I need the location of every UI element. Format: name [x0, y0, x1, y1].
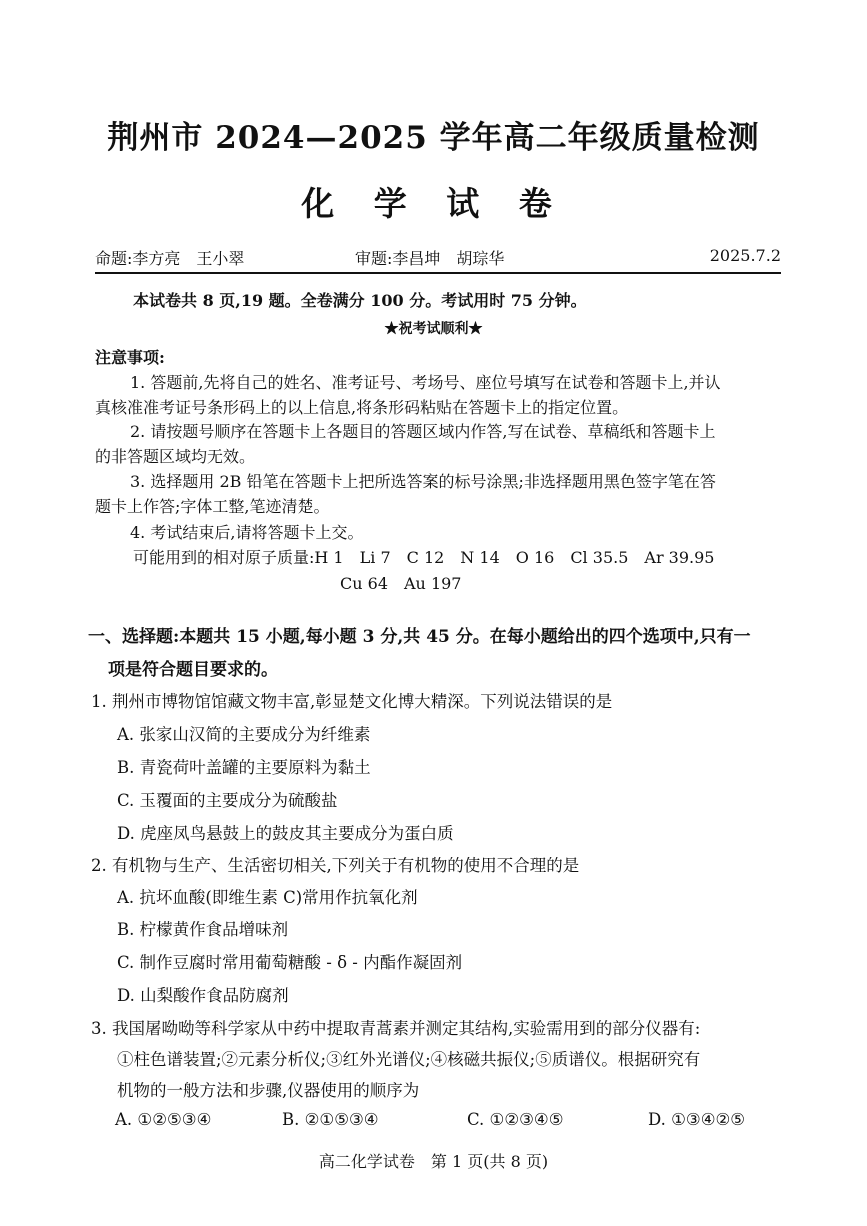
notice-item: 的非答题区域均无效。 [95, 447, 256, 466]
answer-option: A. ①②⑤③④ [115, 1110, 212, 1129]
question-stem-continued: ①柱色谱装置;②元素分析仪;③红外光谱仪;④核磁共振仪;⑤质谱仪。根据研究有 [117, 1050, 701, 1069]
authors-line: 命题:李方亮 王小翠 [95, 249, 245, 268]
question-stem: 1. 荆州市博物馆馆藏文物丰富,彰显楚文化博大精深。下列说法错误的是 [91, 692, 613, 711]
answer-option: B. 柠檬黄作食品增味剂 [117, 920, 289, 939]
answer-option: C. 制作豆腐时常用葡萄糖酸 - δ - 内酯作凝固剂 [117, 953, 463, 972]
question-stem: 3. 我国屠呦呦等科学家从中药中提取青蒿素并测定其结构,实验需用到的部分仪器有: [91, 1019, 701, 1038]
answer-option: C. ①②③④⑤ [467, 1110, 564, 1129]
answer-option: A. 张家山汉简的主要成分为纤维素 [117, 725, 371, 744]
reviewers-line: 审题:李昌坤 胡琮华 [355, 249, 505, 268]
notice-item: 4. 考试结束后,请将答题卡上交。 [130, 523, 364, 542]
notice-item: 2. 请按题号顺序在答题卡上各题目的答题区域内作答,写在试卷、草稿纸和答题卡上 [130, 422, 716, 441]
answer-option: B. 青瓷荷叶盖罐的主要原料为黏土 [117, 758, 371, 777]
question-stem: 2. 有机物与生产、生活密切相关,下列关于有机物的使用不合理的是 [91, 856, 580, 875]
page-footer: 高二化学试卷 第 1 页(共 8 页) [318, 1152, 549, 1171]
notice-item: 题卡上作答;字体工整,笔迹清楚。 [95, 497, 330, 516]
notice-item: 1. 答题前,先将自己的姓名、准考证号、考场号、座位号填写在试卷和答题卡上,并认 [130, 373, 721, 392]
answer-option: B. ②①⑤③④ [282, 1110, 379, 1129]
notice-item: 真核准准考证号条形码上的以上信息,将条形码粘贴在答题卡上的指定位置。 [95, 398, 629, 417]
answer-option: C. 玉覆面的主要成分为硫酸盐 [117, 791, 338, 810]
answer-option: D. 山梨酸作食品防腐剂 [117, 986, 289, 1005]
exam-date: 2025.7.2 [709, 246, 781, 265]
section-heading: 一、选择题:本题共 15 小题,每小题 3 分,共 45 分。在每小题给出的四个选项中,只有一 [88, 627, 751, 647]
question-stem-continued: 机物的一般方法和步骤,仪器使用的顺序为 [117, 1081, 420, 1100]
header-divider [95, 272, 781, 274]
atomic-masses: 可能用到的相对原子质量:H 1 Li 7 C 12 N 14 O 16 Cl 35.5 Ar 39.95 [133, 548, 715, 567]
section-heading-continued: 项是符合题目要求的。 [108, 660, 278, 680]
good-luck-line: ★祝考试顺利★ [384, 321, 483, 337]
notice-item: 3. 选择题用 2B 铅笔在答题卡上把所选答案的标号涂黑;非选择题用黑色签字笔在答 [130, 472, 716, 491]
atomic-masses-continued: Cu 64 Au 197 [340, 574, 462, 593]
exam-summary: 本试卷共 8 页,19 题。全卷满分 100 分。考试用时 75 分钟。 [133, 291, 587, 310]
exam-title: 荆州市 2024—2025 学年高二年级质量检测 [107, 120, 760, 156]
answer-option: D. ①③④②⑤ [648, 1110, 746, 1129]
answer-option: A. 抗坏血酸(即维生素 C)常用作抗氧化剂 [117, 888, 418, 907]
notice-heading: 注意事项: [95, 348, 165, 367]
subject-title: 化 学 试 卷 [301, 184, 566, 223]
answer-option: D. 虎座凤鸟悬鼓上的鼓皮其主要成分为蛋白质 [117, 824, 454, 843]
